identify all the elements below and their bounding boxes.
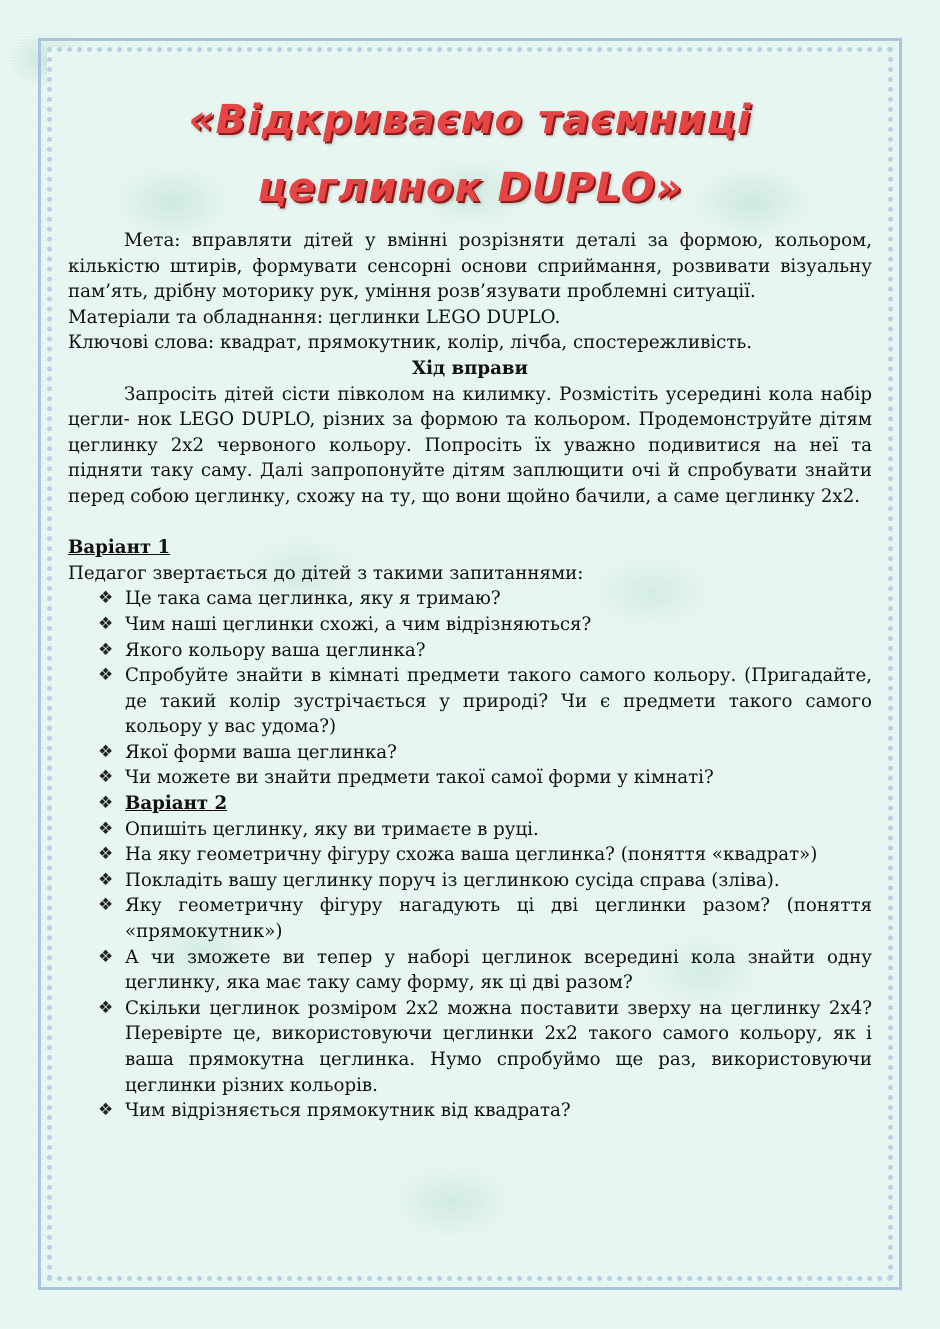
list-item: [98, 868, 872, 894]
diamond-bullet-icon: ❖: [98, 639, 114, 660]
list-item: [98, 740, 872, 766]
question-list: [68, 586, 872, 1123]
list-item: [98, 765, 872, 791]
list-item: [98, 842, 872, 868]
procedure-paragraph: Запросіть дітей сісти півколом на килимку. Розмістіть усередині кола набір цегли- нок LEGO DUPLO, різних за формою та кольором. Продемонструйте дітям цеглинку 2х2 червоного кольору. Попросіть їх уважно подивитися на неї та підняти таку саму. Далі запропонуйте дітям заплющити очі й спробувати знайти перед собою цеглинку, схожу на ту, що вони щойно бачили, а саме цеглинку 2х2.: [68, 383, 872, 507]
list-item: [98, 893, 872, 944]
spacer: [68, 510, 872, 536]
list-item: [98, 586, 872, 612]
question-text: Якої форми ваша цеглинка?: [125, 741, 397, 763]
variant-1-intro: Педагог звертається до дітей з такими запитаннями:: [68, 562, 584, 584]
variant-2-heading: Варіант 2: [125, 793, 228, 815]
diamond-bullet-icon: ❖: [98, 588, 114, 609]
question-text: Спробуйте знайти в кімнаті предмети такого самого кольору. (Пригадайте, де такий колір зустрічається у природі? Чи є предмети такого самого кольору у вас удома?): [125, 665, 872, 738]
question-text: Якого кольору ваша цеглинка?: [125, 639, 426, 661]
list-item: [98, 612, 872, 638]
diamond-bullet-icon: ❖: [98, 613, 114, 634]
list-item: [98, 945, 872, 996]
list-item: [98, 638, 872, 664]
diamond-bullet-icon: ❖: [98, 818, 114, 839]
diamond-bullet-icon: ❖: [98, 767, 114, 788]
question-text: На яку геометричну фігуру схожа ваша цеглинка? (поняття «квадрат»): [125, 844, 818, 866]
list-item: [98, 1098, 872, 1124]
question-text: А чи зможете ви тепер у наборі цеглинок всередині кола знайти одну цеглинку, яка має таку саму форму, як ці дві разом?: [125, 946, 872, 994]
list-item: [98, 996, 872, 1098]
document-body: [68, 228, 872, 1124]
question-text: Це така сама цеглинка, яку я тримаю?: [125, 588, 501, 610]
question-text: Чим відрізняється прямокутник від квадрата?: [125, 1100, 571, 1122]
question-text: Опишіть цеглинку, яку ви тримаєте в руці.: [125, 818, 539, 840]
list-item: [98, 791, 872, 817]
diamond-bullet-icon: ❖: [98, 1100, 114, 1121]
diamond-bullet-icon: ❖: [98, 997, 114, 1018]
goal-paragraph: Мета: вправляти дітей у вмінні розрізняти деталі за формою, кольором, кількістю штирів, формувати сенсорні основи сприймання, розвивати візуальну пам’ять, дрібну моторику рук, уміння розв’язувати проблемні ситуації.: [68, 230, 872, 303]
diamond-bullet-icon: ❖: [98, 665, 114, 686]
question-text: Скільки цеглинок розміром 2х2 можна поставити зверху на цеглинку 2х4? Перевірте це, використовуючи цеглинки 2х2 такого самого кольору, як і ваша прямокутна цеглинка. Нумо спробуймо ще раз, використовуючи цеглинки різних кольорів.: [125, 997, 872, 1096]
list-item: [98, 817, 872, 843]
procedure-heading: Хід вправи: [411, 357, 529, 379]
list-item: [98, 663, 872, 740]
variant-1-heading: Варіант 1: [68, 537, 171, 559]
question-text: Чи можете ви знайти предмети такої самої форми у кімнаті?: [125, 767, 714, 789]
materials-line: Матеріали та обладнання: цеглинки LEGO DUPLO.: [68, 306, 561, 328]
question-text: Покладіть вашу цеглинку поруч із цеглинкою сусіда справа (зліва).: [125, 869, 780, 891]
diamond-bullet-icon: ❖: [98, 946, 114, 967]
question-text: Чим наші цеглинки схожі, а чим відрізняються?: [125, 613, 592, 635]
keywords-line: Ключові слова: квадрат, прямокутник, колір, лічба, спостережливість.: [68, 332, 753, 354]
diamond-bullet-icon: ❖: [98, 869, 114, 890]
diamond-bullet-icon: ❖: [98, 741, 114, 762]
diamond-bullet-icon: ❖: [98, 793, 114, 814]
title-line-2: цеглинок DUPLO»: [257, 165, 683, 211]
diamond-bullet-icon: ❖: [98, 844, 114, 865]
title-line-1: «Відкриваємо таємниці: [188, 97, 752, 143]
question-text: Яку геометричну фігуру нагадують ці дві цеглинки разом? (поняття «прямокутник»): [125, 895, 872, 943]
diamond-bullet-icon: ❖: [98, 895, 114, 916]
